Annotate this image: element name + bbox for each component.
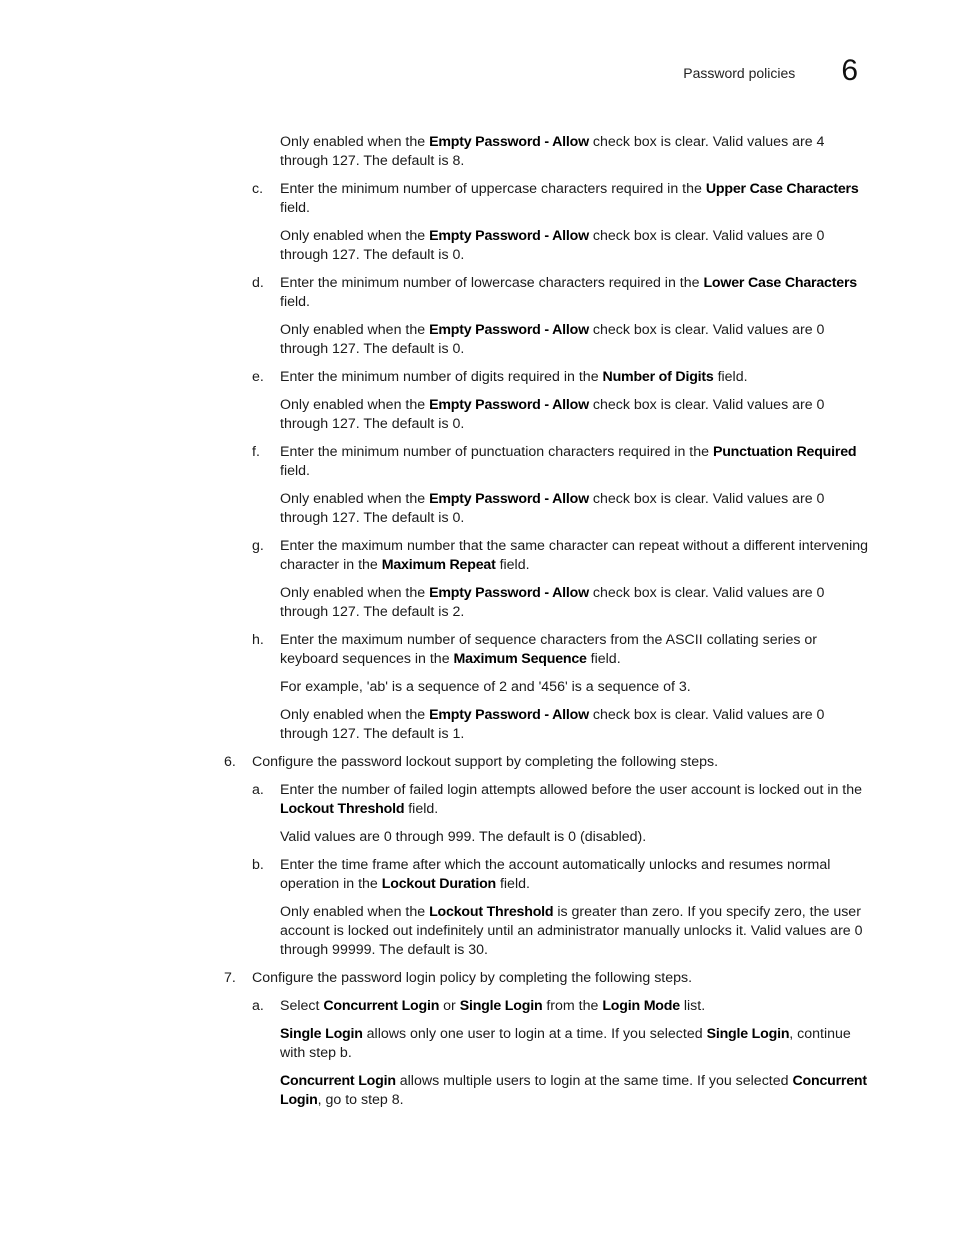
paragraph: Only enabled when the Empty Password - Allow check box is clear. Valid values are 0 through 127. The default is 0. <box>280 228 825 263</box>
section-title: Password policies <box>683 65 796 81</box>
paragraph: Concurrent Login allows multiple users to login at the same time. If you selected Concurrent Login, go to step 8. <box>280 1073 867 1108</box>
substep-6b: b. Enter the time frame after which the account automatically unlocks and resumes normal operation in the Lockout Duration field. <box>252 857 831 892</box>
document-body <box>224 133 872 1119</box>
paragraph: For example, 'ab' is a sequence of 2 and '456' is a sequence of 3. <box>280 679 691 695</box>
substep-6a: a. Enter the number of failed login attempts allowed before the user account is locked out in the Lockout Threshold field. <box>252 782 863 817</box>
step-6: 6. Configure the password lockout support by completing the following steps. <box>224 754 719 770</box>
substep-e: e. Enter the minimum number of digits required in the Number of Digits field. <box>252 369 748 385</box>
step-7: 7. Configure the password login policy by completing the following steps. <box>224 970 693 986</box>
paragraph: Only enabled when the Empty Password - Allow check box is clear. Valid values are 0 through 127. The default is 0. <box>280 322 825 357</box>
substep-7a: a. Select Concurrent Login or Single Login from the Login Mode list. <box>252 998 706 1014</box>
substep-g: g. Enter the maximum number that the same character can repeat without a different intervening character in the Maximum Repeat field. <box>252 538 869 573</box>
substep-d: d. Enter the minimum number of lowercase characters required in the Lower Case Characters field. <box>252 275 857 310</box>
chapter-number: 6 <box>841 54 858 87</box>
substep-c: c. Enter the minimum number of uppercase characters required in the Upper Case Characters field. <box>252 181 859 216</box>
substep-f: f. Enter the minimum number of punctuation characters required in the Punctuation Required field. <box>252 444 857 479</box>
paragraph: Only enabled when the Empty Password - Allow check box is clear. Valid values are 0 through 127. The default is 0. <box>280 491 825 526</box>
paragraph: Only enabled when the Lockout Threshold is greater than zero. If you specify zero, the user account is locked out indefinitely until an administrator manually unlocks it. Valid values are 0 through 99999. The default is 30. <box>280 904 863 958</box>
substep-h: h. Enter the maximum number of sequence characters from the ASCII collating series or keyboard sequences in the Maximum Sequence field. <box>252 632 817 667</box>
paragraph: Valid values are 0 through 999. The default is 0 (disabled). <box>280 829 647 845</box>
page-header <box>683 56 858 86</box>
paragraph: Only enabled when the Empty Password - Allow check box is clear. Valid values are 0 through 127. The default is 0. <box>280 397 825 432</box>
paragraph: Only enabled when the Empty Password - Allow check box is clear. Valid values are 0 through 127. The default is 2. <box>280 585 825 620</box>
paragraph: Only enabled when the Empty Password - Allow check box is clear. Valid values are 0 through 127. The default is 1. <box>280 707 825 742</box>
paragraph: Single Login allows only one user to login at a time. If you selected Single Login, continue with step b. <box>280 1026 851 1061</box>
paragraph: Only enabled when the Empty Password - Allow check box is clear. Valid values are 4 through 127. The default is 8. <box>280 134 825 169</box>
